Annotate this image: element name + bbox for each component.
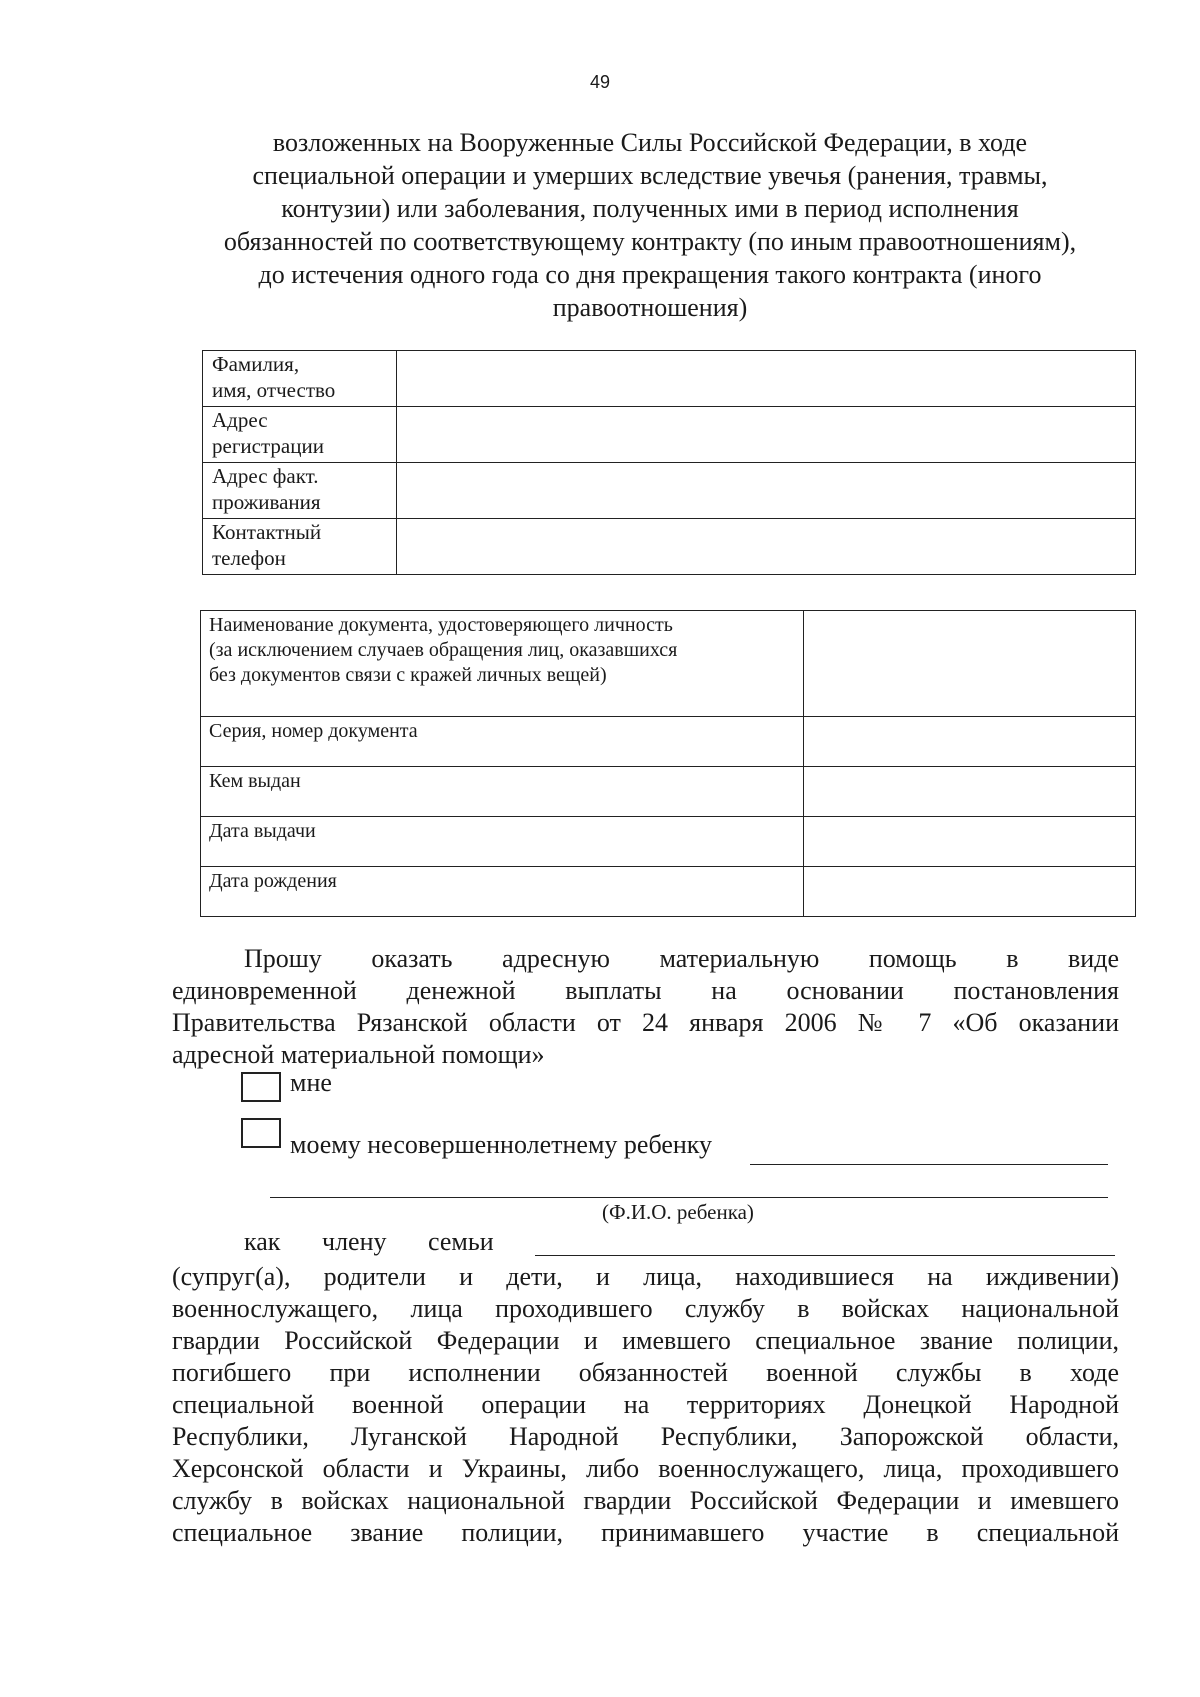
request-line: Правительства Рязанской области от 24 января 2006 № 7 «Об оказании: [172, 1008, 1119, 1037]
self-checkbox[interactable]: [241, 1072, 281, 1102]
issue-date-field[interactable]: [804, 817, 1136, 867]
issue-date-label: Дата выдачи: [201, 817, 804, 867]
family-member-word: как: [244, 1227, 281, 1256]
full-name-label: Фамилия, имя, отчество: [203, 351, 397, 407]
page-number: 49: [589, 72, 611, 92]
table-row: [203, 351, 1136, 407]
self-option-label: мне: [290, 1068, 332, 1097]
request-line: адресной материальной помощи»: [172, 1040, 545, 1069]
heading-line: обязанностей по соответствующему контракту (по иным правоотношениям),: [223, 227, 1077, 256]
table-row: [201, 767, 1136, 817]
body-line: (супруг(а), родители и дети, и лица, находившиеся на иждивении): [172, 1262, 1119, 1291]
request-line: единовременной денежной выплаты на основании постановления: [172, 976, 1119, 1005]
heading-line: возложенных на Вооруженные Силы Российской Федерации, в ходе: [272, 128, 1028, 157]
form-heading: [170, 126, 1130, 324]
table-row: [201, 611, 1136, 717]
child-checkbox[interactable]: [241, 1118, 281, 1148]
table-row: [203, 519, 1136, 575]
issued-by-field[interactable]: [804, 767, 1136, 817]
phone-field[interactable]: [397, 519, 1136, 575]
body-line: специальное звание полиции, принимавшего участие в специальной: [172, 1518, 1119, 1547]
identity-document-table: [200, 610, 1136, 917]
body-line: службу в войсках национальной гвардии Российской Федерации и имевшего: [172, 1486, 1119, 1515]
birth-date-field[interactable]: [804, 867, 1136, 917]
heading-line: специальной операции и умерших вследствие увечья (ранения, травмы,: [252, 161, 1048, 190]
table-row: [203, 463, 1136, 519]
birth-date-label: Дата рождения: [201, 867, 804, 917]
table-row: [201, 817, 1136, 867]
body-line: Херсонской области и Украины, либо военнослужащего, лица, проходившего: [172, 1454, 1119, 1483]
child-option-label: моему несовершеннолетнему ребенку: [290, 1130, 713, 1159]
table-row: [201, 717, 1136, 767]
personal-info-table: [202, 350, 1136, 575]
body-line: специальной военной операции на территориях Донецкой Народной: [172, 1390, 1119, 1419]
child-name-line-2[interactable]: [270, 1197, 1108, 1198]
phone-label: Контактный телефон: [203, 519, 397, 575]
heading-line: правоотношения): [552, 293, 748, 322]
table-row: [201, 867, 1136, 917]
body-line: военнослужащего, лица проходившего службу в войсках национальной: [172, 1294, 1119, 1323]
body-line: Республики, Луганской Народной Республики, Запорожской области,: [172, 1422, 1119, 1451]
family-member-line[interactable]: [535, 1255, 1115, 1256]
child-name-caption: (Ф.И.О. ребенка): [602, 1200, 754, 1224]
registration-address-field[interactable]: [397, 407, 1136, 463]
document-number-label: Серия, номер документа: [201, 717, 804, 767]
full-name-field[interactable]: [397, 351, 1136, 407]
document-number-field[interactable]: [804, 717, 1136, 767]
child-name-line[interactable]: [750, 1164, 1108, 1165]
body-line: гвардии Российской Федерации и имевшего специальное звание полиции,: [172, 1326, 1119, 1355]
request-line: Прошу оказать адресную материальную помощь в виде: [244, 944, 1119, 973]
document-name-label: Наименование документа, удостоверяющего личность (за исключением случаев обращения лиц, оказавшихся без документов связи с кражей личных вещей): [201, 611, 804, 717]
actual-address-field[interactable]: [397, 463, 1136, 519]
family-member-word: семьи: [428, 1227, 494, 1256]
issued-by-label: Кем выдан: [201, 767, 804, 817]
body-line: погибшего при исполнении обязанностей военной службы в ходе: [172, 1358, 1119, 1387]
document-name-field[interactable]: [804, 611, 1136, 717]
heading-line: до истечения одного года со дня прекращения такого контракта (иного: [258, 260, 1042, 289]
actual-address-label: Адрес факт. проживания: [203, 463, 397, 519]
family-member-word: члену: [322, 1227, 387, 1256]
table-row: [203, 407, 1136, 463]
registration-address-label: Адрес регистрации: [203, 407, 397, 463]
heading-line: контузии) или заболевания, полученных ими в период исполнения: [281, 194, 1019, 223]
